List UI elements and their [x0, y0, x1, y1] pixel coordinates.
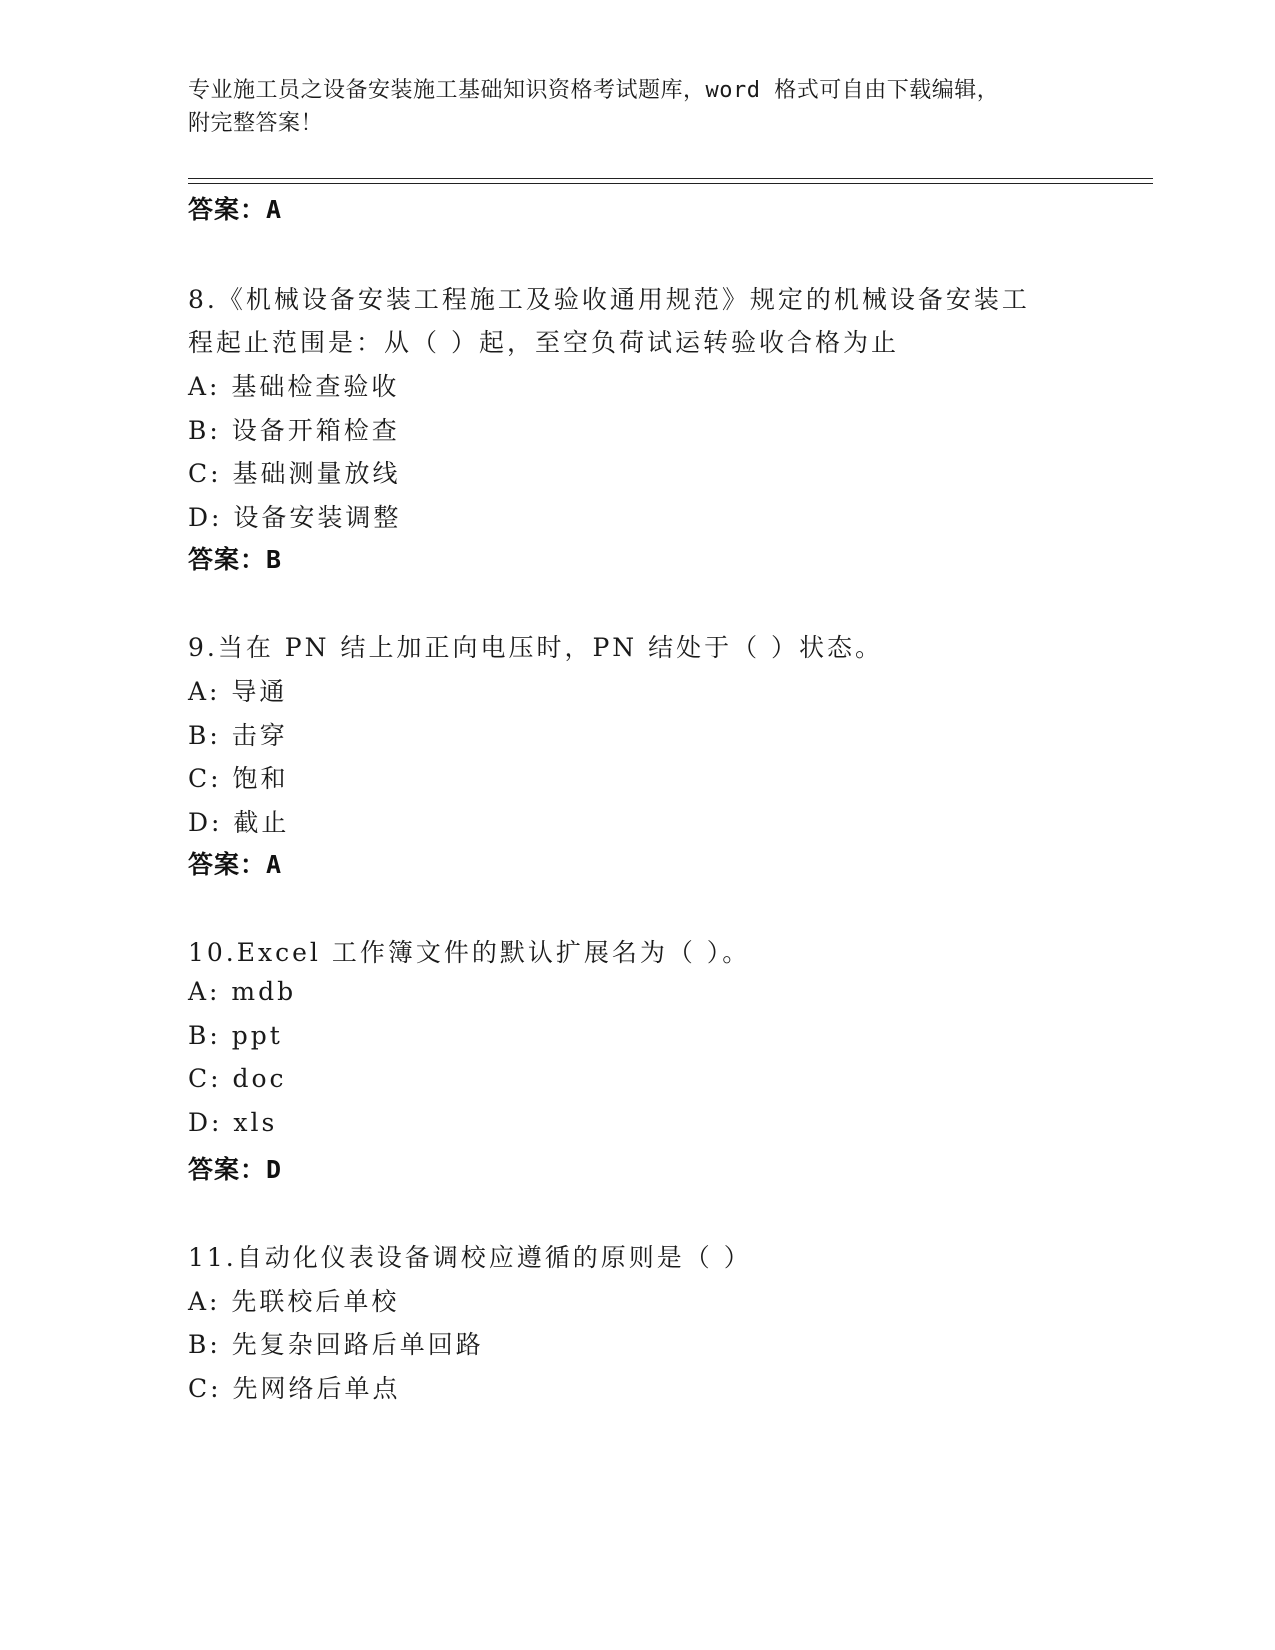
q10-option-d: D: xls [188, 1108, 278, 1137]
q9-option-d: D: 截止 [188, 808, 290, 837]
q10-option-c: C: doc [188, 1064, 287, 1093]
q8-option-d: D: 设备安装调整 [188, 503, 402, 532]
q10-stem: 10.Excel 工作簿文件的默认扩展名为（ ）。 [188, 938, 751, 967]
q10-answer: 答案：D [188, 1155, 283, 1184]
q11-option-a: A: 先联校后单校 [188, 1287, 400, 1316]
header-divider-top [188, 178, 1153, 179]
q8-answer: 答案：B [188, 545, 283, 574]
q9-option-c: C: 饱和 [188, 764, 289, 793]
q9-answer: 答案：A [188, 850, 283, 879]
q9-option-a: A: 导通 [188, 677, 288, 706]
q8-option-c: C: 基础测量放线 [188, 459, 401, 488]
q8-option-a: A: 基础检查验收 [188, 372, 400, 401]
q8-stem-line-2: 程起止范围是：从（ ）起，至空负荷试运转验收合格为止 [188, 328, 899, 357]
q11-option-c: C: 先网络后单点 [188, 1374, 401, 1403]
q11-option-b: B: 先复杂回路后单回路 [188, 1330, 484, 1359]
answer-previous: 答案：A [188, 195, 283, 224]
q8-option-b: B: 设备开箱检查 [188, 416, 400, 445]
q9-stem: 9.当在 PN 结上加正向电压时，PN 结处于（ ）状态。 [188, 633, 884, 662]
q8-stem-line-1: 8.《机械设备安装工程施工及验收通用规范》规定的机械设备安装工 [188, 285, 1030, 314]
header-line-2: 附完整答案！ [188, 111, 324, 136]
page-header [188, 74, 1088, 140]
header-divider-bottom [188, 183, 1153, 184]
q11-stem: 11.自动化仪表设备调校应遵循的原则是（ ） [188, 1243, 752, 1272]
q10-option-a: A: mdb [188, 977, 297, 1006]
header-line-1: 专业施工员之设备安装施工基础知识资格考试题库，word 格式可自由下载编辑， [188, 78, 1000, 103]
q9-option-b: B: 击穿 [188, 721, 288, 750]
q10-option-b: B: ppt [188, 1021, 283, 1050]
